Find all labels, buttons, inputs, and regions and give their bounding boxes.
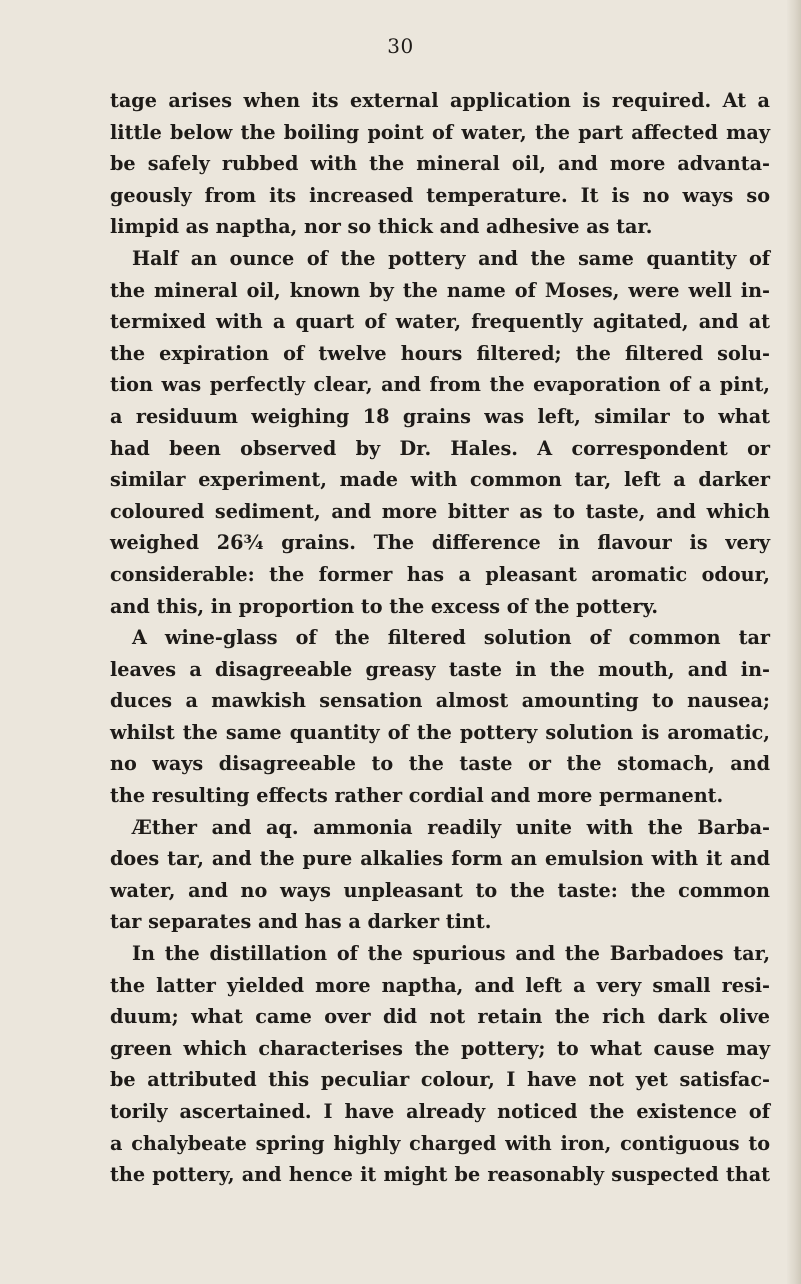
text-line: a chalybeate spring highly charged with iron, contiguous to [110,1131,770,1155]
text-line: Æther and aq. ammonia readily unite with the Barba- [132,815,770,839]
text-line: In the distillation of the spurious and the Barbadoes tar, [132,942,770,966]
text-line: does tar, and the pure alkalies form an emulsion with it and [110,847,770,871]
text-line: water, and no ways unpleasant to the taste: the common [110,878,770,902]
body-text [110,85,770,1191]
text-line: be attributed this peculiar colour, I have not yet satisfac- [110,1068,770,1092]
text-line: termixed with a quart of water, frequently agitated, and at [110,310,770,334]
text-line: leaves a disagreeable greasy taste in the mouth, and in- [110,657,770,681]
text-line: Half an ounce of the pottery and the same quantity of [132,246,770,270]
text-line: and this, in proportion to the excess of the pottery. [110,594,659,618]
text-line: considerable: the former has a pleasant aromatic odour, [110,562,770,586]
text-line: tion was perfectly clear, and from the evaporation of a pint, [110,373,770,397]
text-line: torily ascertained. I have already noticed the existence of [110,1100,770,1123]
text-line: similar experiment, made with common tar, left a darker [110,468,770,492]
text-line: weighed 26¾ grains. The difference in flavour is very [110,531,770,555]
text-line: the expiration of twelve hours filtered; the filtered solu- [110,341,770,365]
text-line: little below the boiling point of water, the part affected may [110,120,770,144]
text-line: no ways disagreeable to the taste or the stomach, and [110,752,770,776]
text-line: duum; what came over did not retain the rich dark olive [110,1005,770,1029]
text-line: a residuum weighing 18 grains was left, similar to what [110,404,770,428]
text-line: the resulting effects rather cordial and more permanent. [110,784,724,808]
text-line: the latter yielded more naptha, and left a very small resi- [110,973,770,997]
text-line: A wine-glass of the filtered solution of common tar [132,626,770,650]
text-line: the mineral oil, known by the name of Moses, were well in- [110,278,770,302]
text-line: whilst the same quantity of the pottery solution is aromatic, [110,720,770,744]
text-line: coloured sediment, and more bitter as to taste, and which [110,499,770,523]
text-line: geously from its increased temperature. It is no ways so [110,183,770,207]
text-line: tage arises when its external application is required. At a [110,89,770,112]
text-line: duces a mawkish sensation almost amounting to nausea; [110,689,770,713]
text-line: be safely rubbed with the mineral oil, and more advanta- [110,152,770,176]
text-line: green which characterises the pottery; to what cause may [110,1036,770,1060]
page-edge-shadow [787,0,801,1284]
text-line: tar separates and has a darker tint. [110,910,492,934]
text-line: the pottery, and hence it might be reasonably suspected that [110,1163,770,1187]
page-number: 30 [387,34,414,58]
text-line: had been observed by Dr. Hales. A correspondent or [110,436,770,460]
text-line: limpid as naptha, nor so thick and adhesive as tar. [110,215,653,239]
